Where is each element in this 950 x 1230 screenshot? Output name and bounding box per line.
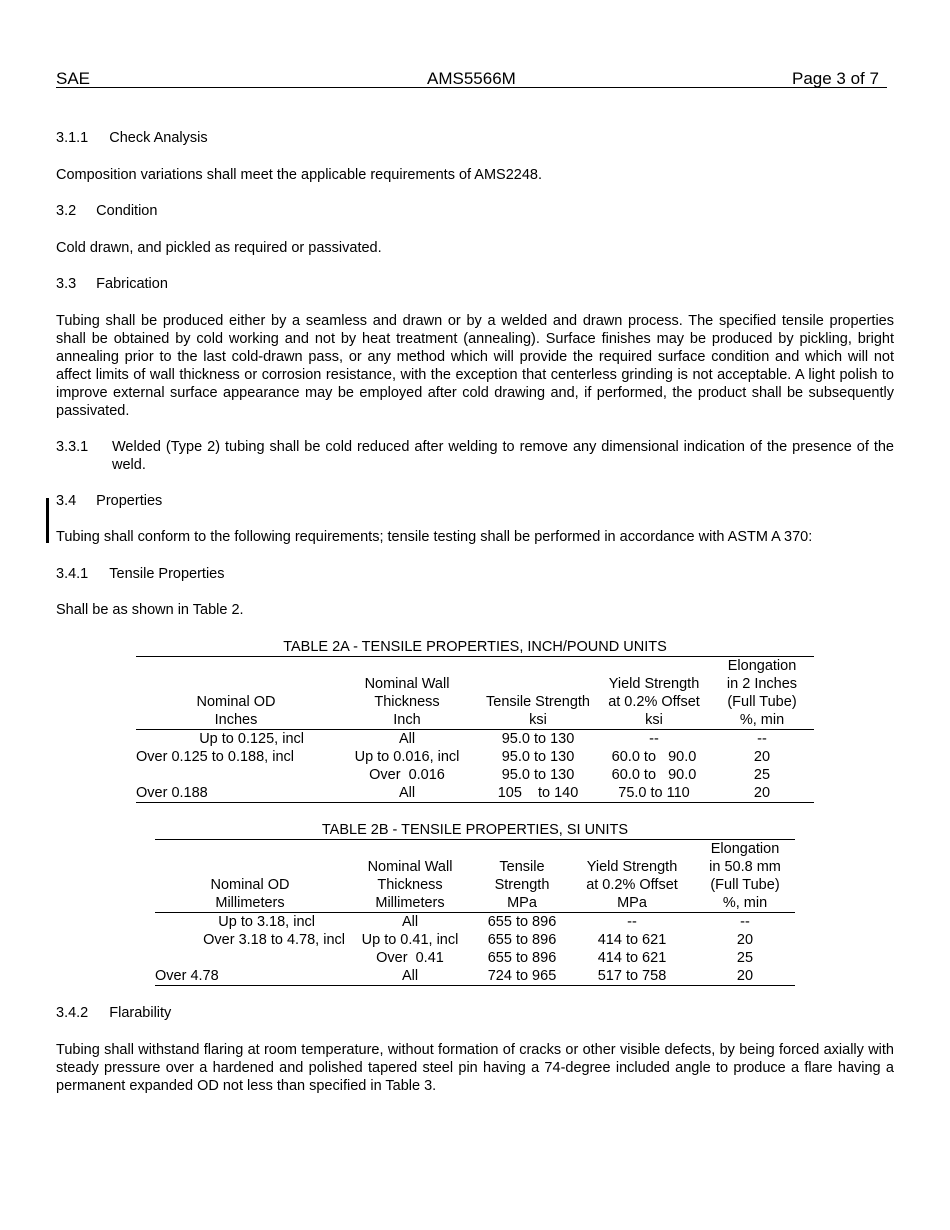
cell-elongation: 20 [753,749,771,765]
table-row [155,931,795,949]
header-cell [478,657,598,676]
cell-wall: Over 0.016 [369,767,445,783]
header-cell: Yield Strength [586,859,678,875]
cell-od: Up to 0.125, incl [199,731,304,747]
table-2b [155,821,795,986]
cell-elongation: 20 [736,932,754,948]
header-cell [478,675,598,693]
header-cell: (Full Tube) [727,694,797,710]
section-3-4-2-heading [56,1004,171,1022]
cell-tensile: 655 to 896 [487,914,557,930]
table-row [155,949,795,967]
cell-yield: 414 to 621 [597,950,667,966]
header-cell: at 0.2% Offset [608,694,700,710]
cell-wall: All [345,967,475,986]
section-title: Check Analysis [109,130,208,146]
table-row [136,748,814,766]
section-3-4-text: Tubing shall conform to the following requirements; tensile testing shall be performed in accordance with ASTM A 370: [56,529,813,545]
cell-wall: Up to 0.016, incl [354,749,460,765]
section-3-4-2-text: Tubing shall withstand flaring at room temperature, without formation of cracks or other visible defects, by being forced axially with steady pressure over a hardened and polished tapered steel pin having a 74-degree included angle to produce a flare having a permanent expanded OD not less than specified in Table 3. [56,1042,894,1094]
header-cell [345,840,475,859]
cell-tensile: 95.0 to 130 [501,767,575,783]
revision-change-bar [46,498,49,543]
header-cell [598,657,710,676]
header-cell [136,657,336,676]
table-header-row [136,675,814,693]
cell-wall: All [336,784,478,803]
section-number: 3.1.1 [56,130,89,146]
table-2a [136,638,814,803]
table-header-row [155,858,795,876]
header-cell: (Full Tube) [710,877,780,893]
table-header-row [136,693,814,711]
header-cell: Thickness [377,877,443,893]
section-3-3-1-number: 3.3.1 [56,439,89,455]
cell-tensile: 95.0 to 130 [501,749,575,765]
cell-od: Over 3.18 to 4.78, incl [203,932,345,948]
header-cell: %, min [695,894,795,913]
table-row [155,967,795,986]
cell-wall: All [398,731,416,747]
header-cell [475,840,569,859]
header-cell: Tensile Strength [486,694,590,710]
cell-yield: 517 to 758 [569,967,695,986]
section-title: Condition [96,203,158,219]
header-cell: at 0.2% Offset [586,877,678,893]
header-cell: Elongation [710,657,814,676]
section-3-1-1-heading [56,129,208,147]
header-cell: in 50.8 mm [709,859,781,875]
section-3-2-text: Cold drawn, and pickled as required or passivated. [56,240,382,256]
cell-yield: -- [627,914,637,930]
section-number: 3.4.1 [56,566,89,582]
header-cell [336,657,478,676]
cell-elongation: -- [757,731,767,747]
cell-tensile: 95.0 to 130 [501,731,575,747]
table-row [155,913,795,932]
header-cell: Elongation [695,840,795,859]
table-header-row [136,657,814,676]
table-row [136,766,814,784]
cell-tensile: 655 to 896 [487,932,557,948]
section-title: Flarability [109,1005,172,1021]
cell-yield: 60.0 to 90.0 [611,767,697,783]
cell-wall: Over 0.41 [376,950,444,966]
section-3-4-1-heading [56,565,225,583]
table-title: TABLE 2B - TENSILE PROPERTIES, SI UNITS [321,822,629,838]
header-cell: Nominal OD [210,877,290,893]
header-left: SAE [56,69,91,88]
header-rule [56,87,887,88]
cell-elongation: 25 [753,767,771,783]
cell-tensile: 105 to 140 [478,784,598,803]
section-number: 3.2 [56,203,77,219]
cell-yield: -- [649,731,659,747]
header-cell: ksi [598,711,710,730]
cell-elongation: 20 [710,784,814,803]
table-header-row [155,876,795,894]
section-title: Fabrication [96,276,168,292]
cell-od: Over 0.188 [136,784,336,803]
header-cell [569,840,695,859]
header-document-number: AMS5566M [427,69,516,88]
cell-wall: All [401,914,419,930]
header-cell: %, min [710,711,814,730]
section-3-3-text: Tubing shall be produced either by a seamless and drawn or by a welded and drawn process. The specified tensile properties shall be obtained by cold working and not by heat treatment (annealing). Surface finishes may be produced by pickling, bright annealing prior to the last cold-drawn pass, or any method which will provide the required surface condition and which will not affect limits of wall thickness or corrosion resistance, with the exception that centerless grinding is not acceptable. A light polish to improve external surface appearance may be employed after cold drawing and, if performed, the product shall be subsequently passivated. [56,313,894,419]
cell-wall: Up to 0.41, incl [361,932,459,948]
section-title: Tensile Properties [109,566,225,582]
header-cell: Millimeters [155,894,345,913]
section-3-4-1-text: Shall be as shown in Table 2. [56,602,244,618]
cell-elongation: 20 [695,967,795,986]
header-cell [155,858,345,876]
table-header-row [155,894,795,913]
cell-tensile: 655 to 896 [487,950,557,966]
cell-tensile: 724 to 965 [475,967,569,986]
cell-od: Over 4.78 [155,967,345,986]
cell-yield: 60.0 to 90.0 [611,749,697,765]
cell-elongation: -- [740,914,750,930]
header-cell: Nominal Wall [367,859,453,875]
header-cell: MPa [569,894,695,913]
header-cell [155,840,345,859]
section-3-4-heading [56,492,162,510]
section-3-2-heading [56,202,157,220]
header-cell: Nominal OD [196,694,276,710]
header-cell: Inches [136,711,336,730]
section-number: 3.4.2 [56,1005,89,1021]
cell-elongation: 25 [736,950,754,966]
cell-yield: 75.0 to 110 [598,784,710,803]
section-number: 3.4 [56,493,77,509]
section-3-3-heading [56,275,168,293]
header-cell: Tensile [499,859,545,875]
header-cell: in 2 Inches [726,676,798,692]
cell-od: Over 0.125 to 0.188, incl [136,749,294,765]
header-cell: Thickness [374,694,440,710]
header-cell: Nominal Wall [364,676,450,692]
cell-od [136,766,336,784]
table-header-row [136,711,814,730]
table-row [136,784,814,803]
header-cell: MPa [475,894,569,913]
cell-yield: 414 to 621 [597,932,667,948]
header-cell: Millimeters [345,894,475,913]
cell-od: Up to 3.18, incl [218,914,315,930]
header-cell: Inch [336,711,478,730]
section-title: Properties [96,493,163,509]
section-number: 3.3 [56,276,77,292]
table-title: TABLE 2A - TENSILE PROPERTIES, INCH/POUND UNITS [283,639,667,655]
section-3-1-1-text: Composition variations shall meet the applicable requirements of AMS2248. [56,167,543,183]
header-cell: Strength [494,877,550,893]
header-cell [136,675,336,693]
header-cell: ksi [478,711,598,730]
table-header-row [155,840,795,859]
section-3-3-1-text: Welded (Type 2) tubing shall be cold reduced after welding to remove any dimensional indication of the presence of the weld. [112,439,894,473]
header-cell: Yield Strength [608,676,700,692]
cell-od [155,949,345,967]
table-row [136,730,814,749]
header-page-number: Page 3 of 7 [792,69,879,88]
